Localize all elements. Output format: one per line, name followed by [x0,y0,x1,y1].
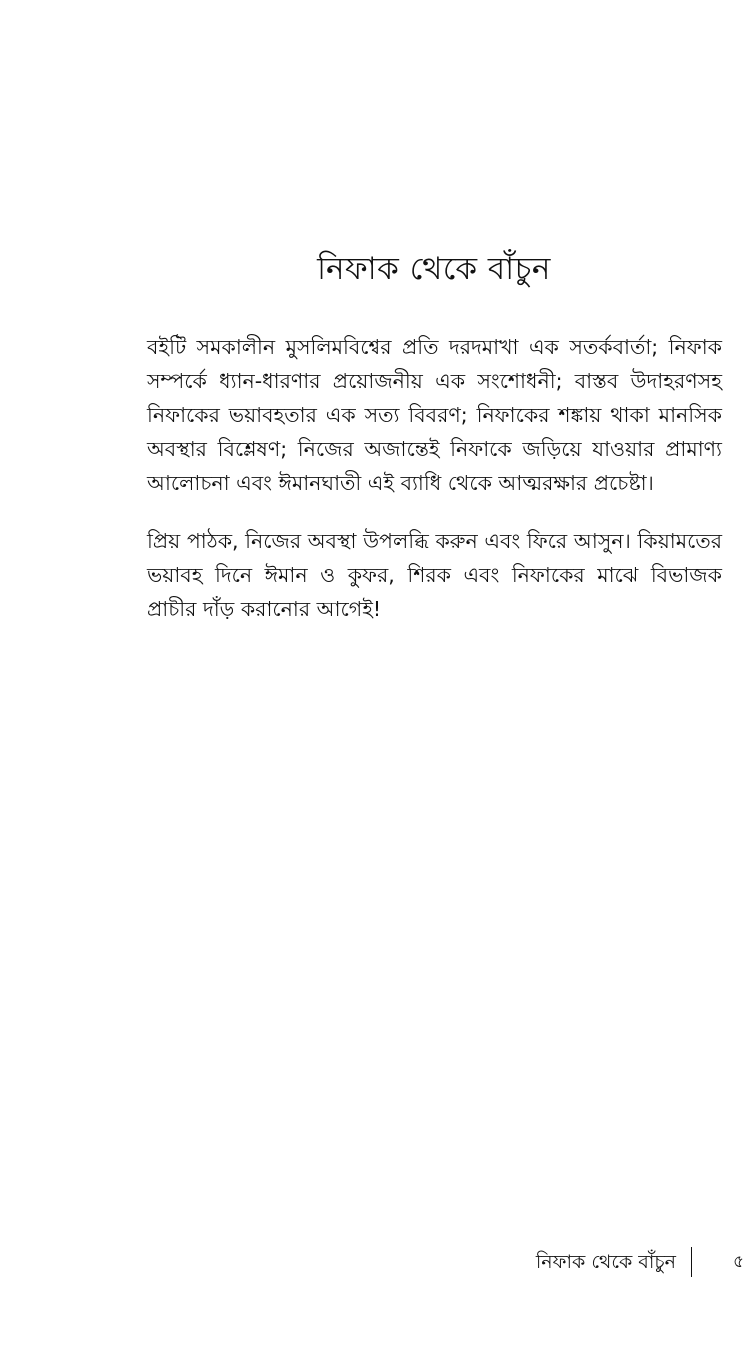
body-text [147,330,722,650]
footer-divider [691,1247,692,1277]
page-number: ৫ [733,1252,745,1272]
paragraph-1: বইটি সমকালীন মুসলিমবিশ্বের প্রতি দরদমাখা এক সতর্কবার্তা; নিফাক সম্পর্কে ধ্যান-ধারণার প্রয়োজনীয় এক সংশোধনী; বাস্তব উদাহরণসহ নিফাকের ভয়াবহতার এক সত্য বিবরণ; নিফাকের শঙ্কায় থাকা মানসিক অবস্থার বিশ্লেষণ; নিজের অজান্তেই নিফাকে জড়িয়ে যাওয়ার প্রামাণ্য আলোচনা এবং ঈমানঘাতী এই ব্যাধি থেকে আত্মরক্ষার প্রচেষ্টা। [147,335,722,495]
running-footer [0,1245,752,1279]
paragraph-2: প্রিয় পাঠক, নিজের অবস্থা উপলব্ধি করুন এবং ফিরে আসুন। কিয়ামতের ভয়াবহ দিনে ঈমান ও কুফর, শিরক এবং নিফাকের মাঝে বিভাজক প্রাচীর দাঁড় করানোর আগেই! [147,529,722,621]
page-title: নিফাক থেকে বাঁচুন [317,251,551,287]
footer-running-title: নিফাক থেকে বাঁচুন [535,1251,676,1273]
